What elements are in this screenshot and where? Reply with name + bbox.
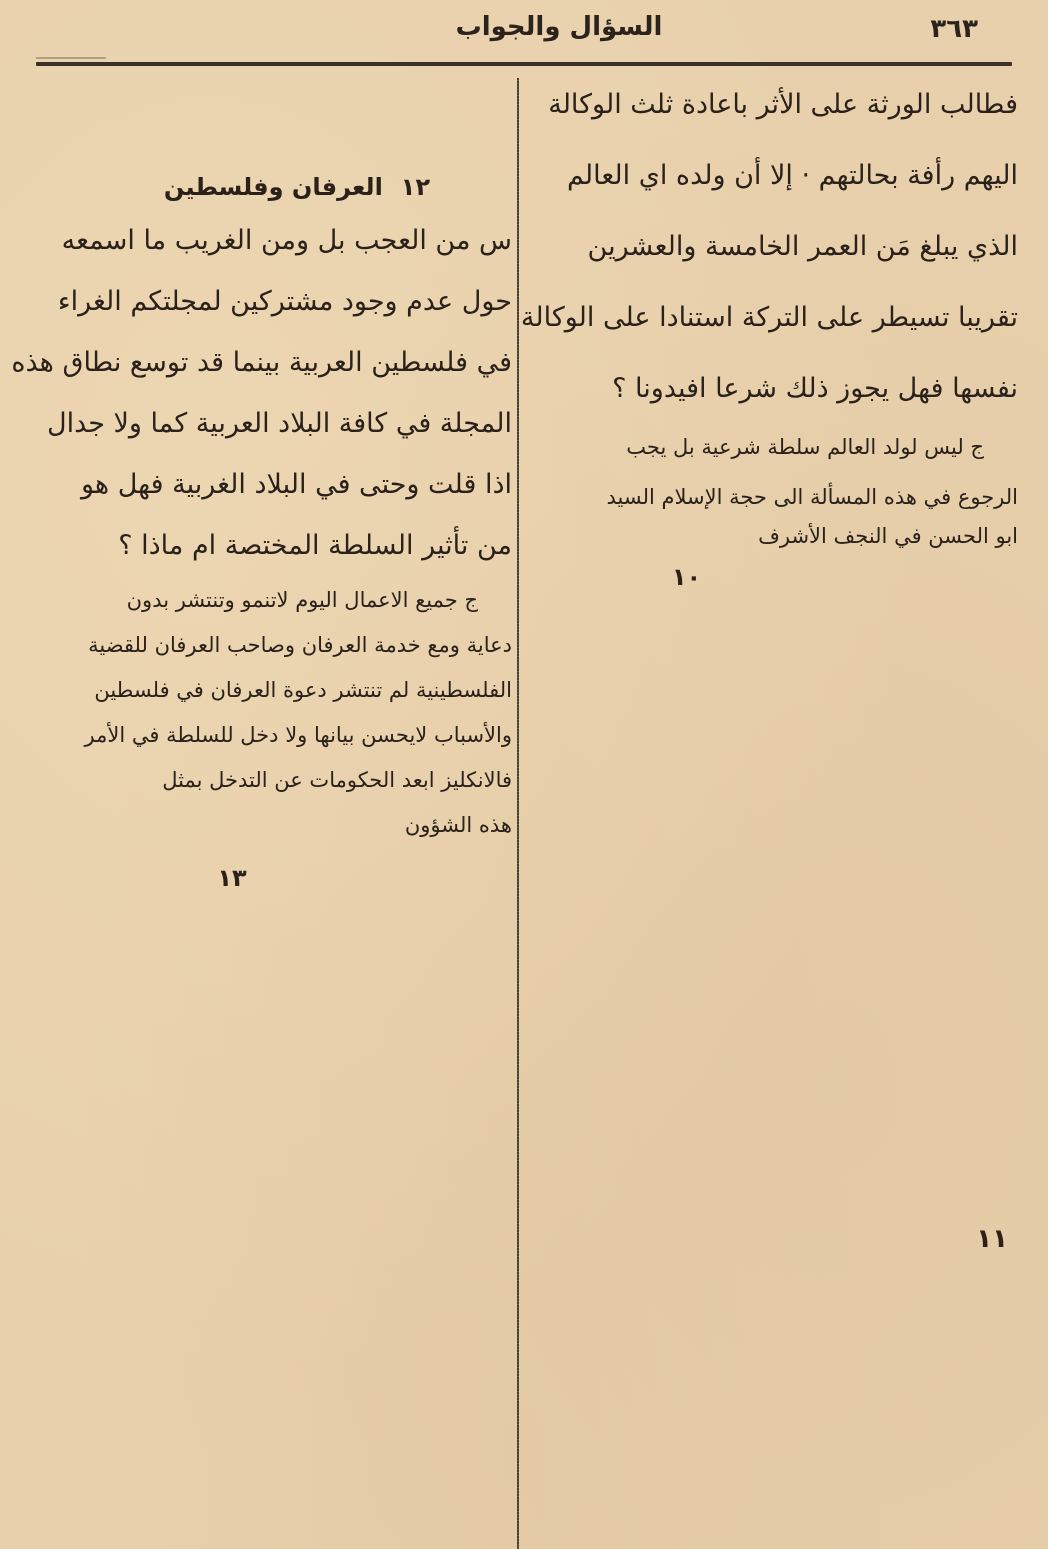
left-column — [11, 80, 512, 897]
section-title: العرفان وفلسطين — [163, 173, 383, 201]
answer-line: ج جميع الاعمال اليوم لاتنمو وتنتشر بدون — [126, 588, 478, 612]
question-line: من تأثير السلطة المختصة ام ماذا ؟ — [118, 530, 512, 561]
answer-block — [530, 429, 1018, 555]
item-number: ١٠ — [671, 563, 702, 591]
answer-line: دعاية ومع خدمة العرفان وصاحب العرفان للقضية — [88, 633, 512, 657]
text-line: فطالب الورثة على الأثر باعادة ثلث الوكالة — [548, 89, 1018, 120]
question-line: في فلسطين العربية بينما قد توسع نطاق هذه — [11, 347, 512, 378]
text-line: الذي يبلغ مَن العمر الخامسة والعشرين — [587, 231, 1018, 262]
text-line: نفسها فهل يجوز ذلك شرعا افيدونا ؟ — [612, 373, 1018, 404]
page-number: ٣٦٣ — [930, 14, 978, 44]
header-rule — [36, 62, 1012, 66]
right-column — [520, 80, 1018, 596]
header-rule-mark — [36, 57, 106, 59]
answer-line: الفلسطينية لم تنتشر دعوة العرفان في فلسطين — [94, 678, 512, 702]
answer-line: هذه الشؤون — [404, 813, 512, 837]
section-heading — [22, 164, 512, 210]
question-line: س من العجب بل ومن الغريب ما اسمعه — [61, 225, 512, 256]
item-number: ١٣ — [217, 864, 247, 892]
answer-line: الرجوع في هذه المسألة الى حجة الإسلام السيد — [606, 485, 1018, 509]
question-line: المجلة في كافة البلاد العربية كما ولا جدال — [46, 408, 512, 439]
text-line: اليهم رأفة بحالتهم · إلا أن ولده اي العالم — [566, 160, 1018, 191]
item-number-bottom: ١١ — [976, 1224, 1008, 1254]
answer-line: والأسباب لايحسن بيانها ولا دخل للسلطة في الأمر — [84, 723, 512, 747]
question-line: حول عدم وجود مشتركين لمجلتكم الغراء — [57, 286, 512, 317]
text-line: تقريبا تسيطر على التركة استنادا على الوكالة — [520, 302, 1018, 333]
answer-block — [22, 582, 512, 844]
question-line: اذا قلت وحتى في البلاد الغربية فهل هو — [80, 469, 512, 500]
question-block — [11, 218, 512, 568]
running-header — [30, 10, 1018, 54]
question-continuation — [520, 82, 1018, 411]
column-divider — [517, 78, 519, 1549]
answer-line: ج ليس لولد العالم سلطة شرعية بل يجب — [626, 435, 984, 459]
running-title: السؤال والجواب — [455, 12, 663, 42]
answer-line: ابو الحسن في النجف الأشرف — [758, 524, 1018, 548]
section-number: ١٢ — [400, 173, 431, 201]
answer-line: فالانكليز ابعد الحكومات عن التدخل بمثل — [162, 768, 512, 792]
